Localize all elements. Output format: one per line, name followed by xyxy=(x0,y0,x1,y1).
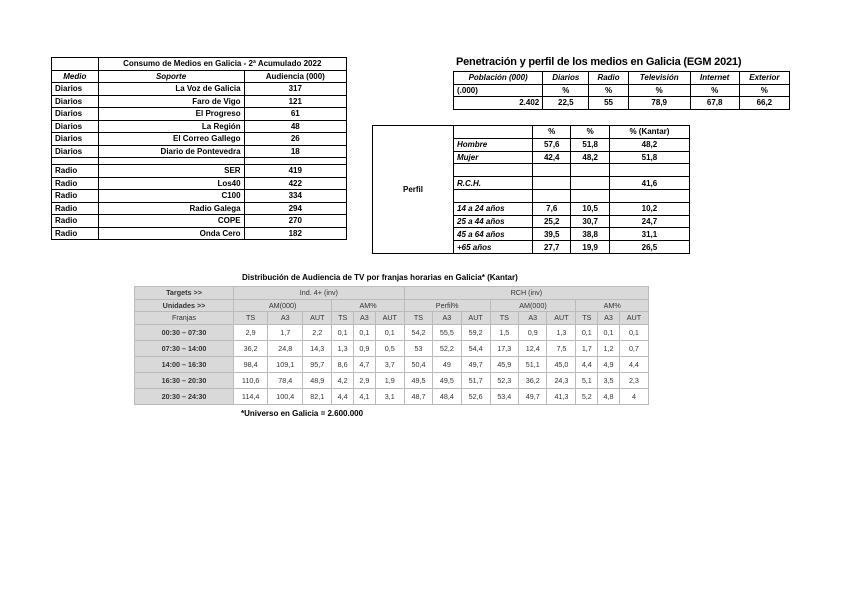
soporte-cell: Onda Cero xyxy=(98,227,244,240)
franja-cell: 07:30 – 14:00 xyxy=(135,340,234,356)
tv-value: 110,6 xyxy=(234,372,268,388)
table-row xyxy=(52,108,347,121)
perfil-row-label: Mujer xyxy=(454,151,533,164)
soporte-cell: Los40 xyxy=(98,177,244,190)
perfil-value xyxy=(533,189,571,202)
medio-cell: Diarios xyxy=(52,108,99,121)
perfil-value xyxy=(609,164,689,177)
perfil-row-label: 14 a 24 años xyxy=(454,202,533,215)
unit-ampct-1: AM% xyxy=(332,299,404,312)
tv-value: 2,2 xyxy=(303,324,332,340)
penetracion-unit: (.000) xyxy=(454,84,543,97)
channel-header: AUT xyxy=(619,312,648,325)
perfil-header: % xyxy=(533,126,571,139)
tv-value: 36,2 xyxy=(234,340,268,356)
perfil-value: 10,2 xyxy=(609,202,689,215)
consumo-medios-table xyxy=(51,57,347,240)
soporte-cell: COPE xyxy=(98,215,244,228)
tv-value: 49,5 xyxy=(404,372,432,388)
soporte-cell: El Correo Gallego xyxy=(98,133,244,146)
soporte-cell: La Región xyxy=(98,120,244,133)
unit-am000-1: AM(000) xyxy=(234,299,332,312)
perfil-value: 7,6 xyxy=(533,202,571,215)
tv-value: 95,7 xyxy=(303,356,332,372)
perfil-value: 10,5 xyxy=(571,202,609,215)
unit-perfil: Perfil% xyxy=(404,299,490,312)
channel-header: A3 xyxy=(433,312,461,325)
table-row xyxy=(52,95,347,108)
penetracion-unit: % xyxy=(589,84,628,97)
channel-header: A3 xyxy=(268,312,303,325)
perfil-row-label: Hombre xyxy=(454,138,533,151)
penetracion-unit: % xyxy=(543,84,589,97)
penetracion-value: 22,5 xyxy=(543,97,589,110)
perfil-value: 19,9 xyxy=(571,241,609,254)
tv-value: 2,9 xyxy=(234,324,268,340)
tv-value: 5,1 xyxy=(576,372,598,388)
perfil-row-label: R.C.H. xyxy=(454,177,533,190)
medio-cell: Diarios xyxy=(52,95,99,108)
tv-value: 24,3 xyxy=(547,372,576,388)
perfil-label: Perfil xyxy=(373,126,454,254)
table-row xyxy=(52,177,347,190)
penetracion-unit: % xyxy=(628,84,690,97)
tv-value: 52,3 xyxy=(490,372,518,388)
audiencia-cell: 422 xyxy=(244,177,346,190)
tv-value: 49 xyxy=(433,356,461,372)
channel-header: A3 xyxy=(598,312,620,325)
soporte-cell: Radio Galega xyxy=(98,202,244,215)
tv-value: 100,4 xyxy=(268,388,303,404)
perfil-value xyxy=(533,177,571,190)
tv-value: 17,3 xyxy=(490,340,518,356)
tv-value: 0,1 xyxy=(354,324,376,340)
table-row xyxy=(52,190,347,203)
tv-value: 50,4 xyxy=(404,356,432,372)
medio-cell: Radio xyxy=(52,177,99,190)
table-row xyxy=(135,372,649,388)
medio-cell: Radio xyxy=(52,227,99,240)
targets-label: Targets >> xyxy=(135,287,234,300)
tv-value: 55,5 xyxy=(433,324,461,340)
tv-value: 4 xyxy=(619,388,648,404)
tv-value: 45,9 xyxy=(490,356,518,372)
perfil-value xyxy=(571,189,609,202)
medio-cell: Diarios xyxy=(52,120,99,133)
audiencia-cell: 294 xyxy=(244,202,346,215)
channel-header: AUT xyxy=(375,312,404,325)
medio-cell: Diarios xyxy=(52,83,99,96)
tv-value: 52,6 xyxy=(461,388,490,404)
perfil-value xyxy=(571,164,609,177)
tv-value: 2,9 xyxy=(354,372,376,388)
tv-value: 5,2 xyxy=(576,388,598,404)
table-row xyxy=(373,126,690,139)
tv-value: 109,1 xyxy=(268,356,303,372)
channel-header: TS xyxy=(404,312,432,325)
tv-value: 4,9 xyxy=(598,356,620,372)
penetracion-value: 67,8 xyxy=(690,97,739,110)
tv-value: 49,5 xyxy=(433,372,461,388)
penetracion-header: Internet xyxy=(690,72,739,85)
tv-value: 49,7 xyxy=(519,388,547,404)
penetracion-header: Diarios xyxy=(543,72,589,85)
soporte-cell: El Progreso xyxy=(98,108,244,121)
perfil-value: 31,1 xyxy=(609,228,689,241)
table-row xyxy=(52,165,347,178)
table-row xyxy=(52,133,347,146)
penetracion-unit: % xyxy=(690,84,739,97)
perfil-value: 30,7 xyxy=(571,215,609,228)
audiencia-cell: 334 xyxy=(244,190,346,203)
tv-value: 53,4 xyxy=(490,388,518,404)
audiencia-cell: 270 xyxy=(244,215,346,228)
medio-cell: Radio xyxy=(52,215,99,228)
table-row xyxy=(52,227,347,240)
channel-header: AUT xyxy=(461,312,490,325)
perfil-value: 24,7 xyxy=(609,215,689,228)
tv-title: Distribución de Audiencia de TV por franjas horarias en Galicia* (Kantar) xyxy=(242,273,518,282)
tv-distribution-table xyxy=(134,286,649,405)
penetracion-header: Radio xyxy=(589,72,628,85)
tv-value: 51,7 xyxy=(461,372,490,388)
tv-value: 0,1 xyxy=(576,324,598,340)
perfil-table xyxy=(372,125,690,254)
table-row xyxy=(52,83,347,96)
perfil-value: 51,8 xyxy=(609,151,689,164)
soporte-cell: Faro de Vigo xyxy=(98,95,244,108)
perfil-row-label xyxy=(454,189,533,202)
franja-cell: 20:30 – 24:30 xyxy=(135,388,234,404)
tv-value: 53 xyxy=(404,340,432,356)
tv-value: 41,3 xyxy=(547,388,576,404)
perfil-header: % (Kantar) xyxy=(609,126,689,139)
audiencia-cell: 48 xyxy=(244,120,346,133)
tv-value: 0,7 xyxy=(619,340,648,356)
tv-value: 4,7 xyxy=(354,356,376,372)
table-row xyxy=(52,215,347,228)
tv-value: 7,5 xyxy=(547,340,576,356)
channel-header: TS xyxy=(576,312,598,325)
soporte-cell: SER xyxy=(98,165,244,178)
tv-value: 3,5 xyxy=(598,372,620,388)
tv-value: 3,1 xyxy=(375,388,404,404)
audiencia-cell: 61 xyxy=(244,108,346,121)
perfil-row-label: 25 a 44 años xyxy=(454,215,533,228)
tv-value: 4,4 xyxy=(619,356,648,372)
penetracion-table xyxy=(453,71,790,110)
tv-value: 12,4 xyxy=(519,340,547,356)
tv-value: 1,3 xyxy=(547,324,576,340)
table-row xyxy=(135,356,649,372)
perfil-value xyxy=(571,177,609,190)
penetracion-value: 2.402 xyxy=(454,97,543,110)
tv-value: 52,2 xyxy=(433,340,461,356)
penetracion-value: 66,2 xyxy=(739,97,789,110)
audiencia-cell: 419 xyxy=(244,165,346,178)
unit-ampct-2: AM% xyxy=(576,299,649,312)
tv-value: 78,4 xyxy=(268,372,303,388)
perfil-value: 26,5 xyxy=(609,241,689,254)
tv-value: 1,2 xyxy=(598,340,620,356)
penetracion-value: 55 xyxy=(589,97,628,110)
soporte-cell: La Voz de Galicia xyxy=(98,83,244,96)
tv-value: 0,1 xyxy=(619,324,648,340)
audiencia-cell: 26 xyxy=(244,133,346,146)
penetracion-value: 78,9 xyxy=(628,97,690,110)
universe-note: *Universo en Galicia = 2.600.000 xyxy=(241,409,364,418)
channel-header: AUT xyxy=(547,312,576,325)
table-row xyxy=(135,340,649,356)
tv-value: 0,5 xyxy=(375,340,404,356)
franja-cell: 00:30 – 07:30 xyxy=(135,324,234,340)
medio-cell: Diarios xyxy=(52,145,99,158)
soporte-cell: C100 xyxy=(98,190,244,203)
header-medio: Medio xyxy=(52,70,99,83)
tv-value: 0,1 xyxy=(332,324,354,340)
header-audiencia: Audiencia (000) xyxy=(244,70,346,83)
perfil-value: 48,2 xyxy=(571,151,609,164)
tv-value: 1,5 xyxy=(490,324,518,340)
tv-value: 2,3 xyxy=(619,372,648,388)
tv-value: 0,1 xyxy=(598,324,620,340)
penetracion-header: Exterior xyxy=(739,72,789,85)
separator-row xyxy=(52,158,347,165)
tv-value: 8,6 xyxy=(332,356,354,372)
tv-value: 4,2 xyxy=(332,372,354,388)
channel-header: A3 xyxy=(354,312,376,325)
audiencia-cell: 182 xyxy=(244,227,346,240)
tv-value: 45,0 xyxy=(547,356,576,372)
audiencia-cell: 121 xyxy=(244,95,346,108)
units-label: Unidades >> xyxy=(135,299,234,312)
tv-value: 49,7 xyxy=(461,356,490,372)
tv-value: 54,4 xyxy=(461,340,490,356)
table-row xyxy=(52,120,347,133)
consumo-title: Consumo de Medios en Galicia - 2ª Acumulado 2022 xyxy=(98,58,346,71)
tv-value: 59,2 xyxy=(461,324,490,340)
tv-value: 48,7 xyxy=(404,388,432,404)
medio-cell: Diarios xyxy=(52,133,99,146)
tv-value: 3,7 xyxy=(375,356,404,372)
tv-value: 82,1 xyxy=(303,388,332,404)
franja-cell: 16:30 – 20:30 xyxy=(135,372,234,388)
perfil-header: % xyxy=(571,126,609,139)
tv-value: 1,9 xyxy=(375,372,404,388)
perfil-value: 48,2 xyxy=(609,138,689,151)
tv-value: 0,9 xyxy=(354,340,376,356)
channel-header: TS xyxy=(490,312,518,325)
perfil-row-label xyxy=(454,164,533,177)
penetracion-title: Penetración y perfil de los medios en Galicia (EGM 2021) xyxy=(456,56,742,68)
perfil-value: 51,8 xyxy=(571,138,609,151)
medio-cell: Radio xyxy=(52,202,99,215)
medio-cell: Radio xyxy=(52,190,99,203)
table-row xyxy=(52,202,347,215)
perfil-blank xyxy=(454,126,533,139)
tv-value: 4,4 xyxy=(576,356,598,372)
perfil-value: 42,4 xyxy=(533,151,571,164)
table-row xyxy=(52,145,347,158)
perfil-row-label: +65 años xyxy=(454,241,533,254)
tv-value: 98,4 xyxy=(234,356,268,372)
tv-value: 14,3 xyxy=(303,340,332,356)
tv-value: 48,4 xyxy=(433,388,461,404)
perfil-value: 39,5 xyxy=(533,228,571,241)
table-row xyxy=(135,324,649,340)
tv-value: 54,2 xyxy=(404,324,432,340)
perfil-value: 25,2 xyxy=(533,215,571,228)
tv-value: 51,1 xyxy=(519,356,547,372)
perfil-value: 41,6 xyxy=(609,177,689,190)
audiencia-cell: 18 xyxy=(244,145,346,158)
perfil-value xyxy=(609,189,689,202)
tv-value: 4,8 xyxy=(598,388,620,404)
penetracion-header: Población (000) xyxy=(454,72,543,85)
audiencia-cell: 317 xyxy=(244,83,346,96)
franjas-label: Franjas xyxy=(135,312,234,325)
tv-value: 4,1 xyxy=(354,388,376,404)
tv-value: 1,7 xyxy=(268,324,303,340)
perfil-value: 57,6 xyxy=(533,138,571,151)
channel-header: AUT xyxy=(303,312,332,325)
penetracion-header: Televisión xyxy=(628,72,690,85)
penetracion-unit: % xyxy=(739,84,789,97)
tv-value: 36,2 xyxy=(519,372,547,388)
medio-cell: Radio xyxy=(52,165,99,178)
perfil-value xyxy=(533,164,571,177)
perfil-row-label: 45 a 64 años xyxy=(454,228,533,241)
soporte-cell: Diario de Pontevedra xyxy=(98,145,244,158)
tv-value: 0,1 xyxy=(375,324,404,340)
franja-cell: 14:00 – 16:30 xyxy=(135,356,234,372)
unit-am000-2: AM(000) xyxy=(490,299,576,312)
tv-value: 114,4 xyxy=(234,388,268,404)
tv-value: 0,9 xyxy=(519,324,547,340)
channel-header: A3 xyxy=(519,312,547,325)
tv-value: 24,8 xyxy=(268,340,303,356)
tv-value: 48,9 xyxy=(303,372,332,388)
blank-cell xyxy=(52,58,99,71)
tv-value: 4,4 xyxy=(332,388,354,404)
target-ind4: Ind. 4+ (inv) xyxy=(234,287,405,300)
perfil-value: 27,7 xyxy=(533,241,571,254)
header-soporte: Soporte xyxy=(98,70,244,83)
tv-value: 1,7 xyxy=(576,340,598,356)
perfil-value: 38,8 xyxy=(571,228,609,241)
channel-header: TS xyxy=(234,312,268,325)
table-row xyxy=(135,388,649,404)
channel-header: TS xyxy=(332,312,354,325)
tv-value: 1,3 xyxy=(332,340,354,356)
target-rch: RCH (inv) xyxy=(404,287,648,300)
